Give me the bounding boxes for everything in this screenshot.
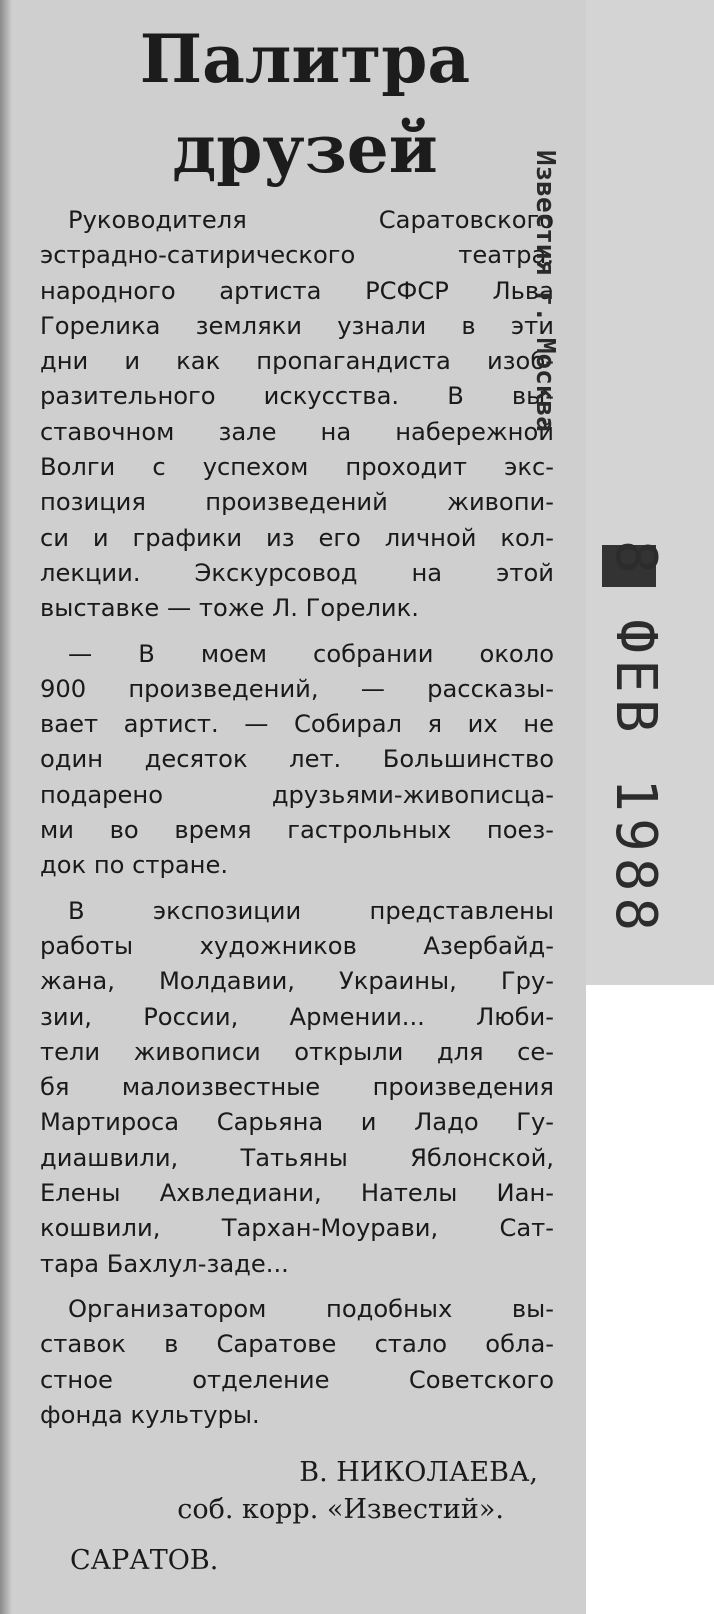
article-line: тара Бахлул-заде... bbox=[40, 1249, 289, 1278]
byline-author: В. НИКОЛАЕВА, bbox=[299, 1457, 538, 1488]
byline-role: соб. корр. «Известий». bbox=[177, 1494, 504, 1525]
article-paragraph bbox=[40, 894, 554, 1282]
article-line: Елены Ахвледиани, Нателы Иан- bbox=[40, 1179, 554, 1208]
source-stamp-text: Известия г. Москва bbox=[530, 150, 560, 432]
article-line: один десяток лет. Большинство bbox=[40, 745, 554, 774]
article-line: ставочном зале на набережной bbox=[40, 417, 554, 446]
article-line: народного артиста РСФСР Льва bbox=[40, 276, 554, 305]
article-line: дни и как пропагандиста изоб- bbox=[40, 347, 554, 376]
article-line: си и графики из его личной кол- bbox=[40, 523, 554, 552]
article-line: В экспозиции представлены bbox=[68, 896, 554, 925]
article-line: Горелика земляки узнали в эти bbox=[40, 311, 554, 340]
article-line: жана, Молдавии, Украины, Гру- bbox=[40, 967, 554, 996]
article-line: лекции. Экскурсовод на этой bbox=[40, 558, 554, 587]
clipping-edge-shadow bbox=[0, 0, 12, 1614]
article-line: зии, России, Армении... Люби- bbox=[40, 1002, 554, 1031]
article-line: стное отделение Советского bbox=[40, 1365, 554, 1394]
article-line: Мартироса Сарьяна и Ладо Гу- bbox=[40, 1108, 554, 1137]
article-line: фонда культуры. bbox=[40, 1400, 260, 1429]
article-line: кошвили, Тархан-Моурави, Сат- bbox=[40, 1214, 554, 1243]
byline-city: САРАТОВ. bbox=[70, 1545, 219, 1576]
article-line: эстрадно-сатирического театра, bbox=[40, 241, 554, 270]
article-line: бя малоизвестные произведения bbox=[40, 1073, 554, 1102]
article-line: ми во время гастрольных поез- bbox=[40, 816, 554, 845]
article-line: ставок в Саратове стало обла- bbox=[40, 1330, 554, 1359]
headline-line-1: Палитра bbox=[139, 20, 471, 98]
article-paragraph bbox=[40, 1292, 554, 1433]
source-stamp bbox=[530, 150, 660, 432]
article-line: Волги с успехом проходит экс- bbox=[40, 453, 554, 482]
article-line: позиция произведений живопи- bbox=[40, 488, 554, 517]
article-line: Организатором подобных вы- bbox=[68, 1294, 554, 1323]
article-line: выставке — тоже Л. Горелик. bbox=[40, 594, 419, 623]
article-line: Руководителя Саратовского bbox=[68, 206, 554, 234]
article-body bbox=[40, 203, 554, 1443]
article-line: — В моем собрании около bbox=[68, 639, 554, 668]
article-line: 900 произведений, — рассказы- bbox=[40, 674, 554, 703]
article-line: подарено друзьями-живописца- bbox=[40, 780, 554, 809]
article-line: док по стране. bbox=[40, 851, 229, 880]
article-line: вает артист. — Собирал я их не bbox=[40, 710, 554, 739]
article-line: диашвили, Татьяны Яблонской, bbox=[40, 1143, 554, 1172]
article-paragraph bbox=[40, 637, 554, 884]
date-stamp-text: 8 ФЕВ 1988 bbox=[603, 540, 668, 938]
article-line: тели живописи открыли для се- bbox=[40, 1037, 554, 1066]
article-line: работы художников Азербайд- bbox=[40, 931, 554, 960]
article-paragraph bbox=[40, 203, 554, 627]
article-line: разительного искусства. В вы- bbox=[40, 382, 554, 411]
headline-line-2: друзей bbox=[172, 110, 438, 188]
